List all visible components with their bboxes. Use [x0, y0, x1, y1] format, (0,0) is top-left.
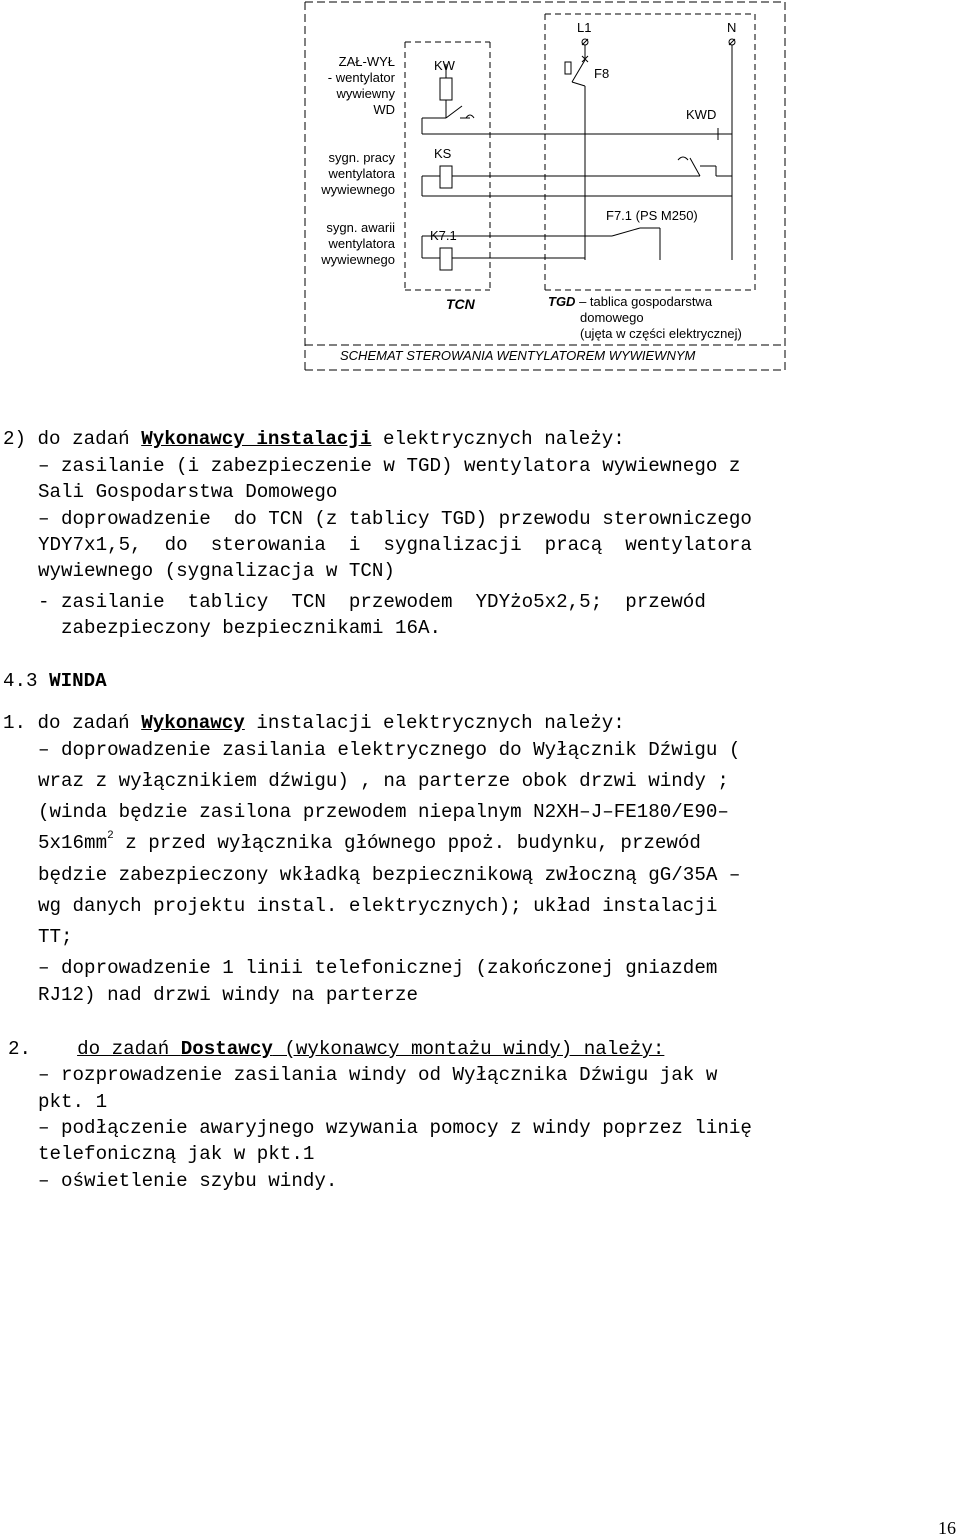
section2-line: YDY7x1,5, do sterowania i sygnalizacji pracą wentylatora: [38, 534, 752, 556]
page-number: 16: [938, 1518, 956, 1538]
label-k71: K7.1: [430, 228, 457, 243]
item1-line: RJ12) nad drzwi windy na parterze: [38, 984, 418, 1006]
label-sygn-awarii: sygn. awarii wentylatora wywiewnego: [321, 220, 395, 267]
section2-line: – zasilanie (i zabezpieczenie w TGD) wentylatora wywiewnego z: [38, 455, 741, 477]
tgd-description: TGD – tablica gospodarstwa domowego (ujęta w części elektrycznej): [548, 294, 742, 341]
section2-line: - zasilanie tablicy TCN przewodem YDYżo5x2,5; przewód: [38, 591, 706, 613]
item1-line: wraz z wyłącznikiem dźwigu) , na parterze obok drzwi windy ;: [38, 770, 729, 792]
item1-line: $5x16mm^2$ z przed wyłącznika głównego ppoż. budynku, przewód: [38, 830, 701, 854]
section2-line: wywiewnego (sygnalizacja w TCN): [38, 560, 395, 582]
control-schematic: [0, 0, 960, 380]
label-kwd: KWD: [686, 107, 717, 122]
item1-line: – doprowadzenie zasilania elektrycznego do Wyłącznik Dźwigu (: [38, 739, 741, 761]
item2-line: – rozprowadzenie zasilania windy od Wyłącznika Dźwigu jak w: [38, 1064, 718, 1086]
item1-line: (winda będzie zasilona przewodem niepalnym N2XH–J–FE180/E90–: [38, 801, 729, 823]
item1-heading: 1. do zadań Wykonawcy instalacji elektrycznych należy:: [3, 712, 625, 734]
label-zal-wyl: ZAŁ-WYŁ - wentylator wywiewny WD: [327, 54, 395, 117]
section2-heading: 2) do zadań Wykonawcy instalacji elektrycznych należy:: [3, 428, 625, 450]
label-l1: L1: [577, 20, 592, 35]
label-tcn: TCN: [446, 296, 475, 312]
item2-line: pkt. 1: [38, 1091, 108, 1113]
schematic-drawing: [0, 0, 960, 380]
section2-line: Sali Gospodarstwa Domowego: [38, 481, 338, 503]
label-f71: F7.1 (PS M250): [606, 208, 698, 223]
schematic-caption: SCHEMAT STEROWANIA WENTYLATOREM WYWIEWNYM: [340, 348, 696, 363]
item2-line: telefoniczną jak w pkt.1: [38, 1143, 315, 1165]
section-4-3-heading: 4.3 WINDA: [3, 670, 107, 692]
label-f8: F8: [594, 66, 610, 81]
label-kw: KW: [434, 58, 455, 73]
item1-line: wg danych projektu instal. elektrycznych); układ instalacji: [38, 895, 718, 917]
item2-line: – podłączenie awaryjnego wzywania pomocy z windy poprzez linię: [38, 1117, 752, 1139]
label-sygn-pracy: sygn. pracy wentylatora wywiewnego: [321, 150, 395, 197]
item2-line: – oświetlenie szybu windy.: [38, 1170, 338, 1192]
item1-line: będzie zabezpieczony wkładką bezpiecznikową zwłoczną gG/35A –: [38, 864, 741, 886]
label-ks: KS: [434, 146, 452, 161]
label-n: N: [727, 20, 737, 35]
item1-line: TT;: [38, 926, 73, 948]
section2-line: – doprowadzenie do TCN (z tablicy TGD) przewodu sterowniczego: [38, 508, 752, 530]
item1-line: – doprowadzenie 1 linii telefonicznej (zakończonej gniazdem: [38, 957, 718, 979]
section2-line: zabezpieczony bezpiecznikami 16A.: [38, 617, 442, 639]
item2-heading: 2. do zadań Dostawcy (wykonawcy montażu windy) należy:: [8, 1038, 665, 1060]
